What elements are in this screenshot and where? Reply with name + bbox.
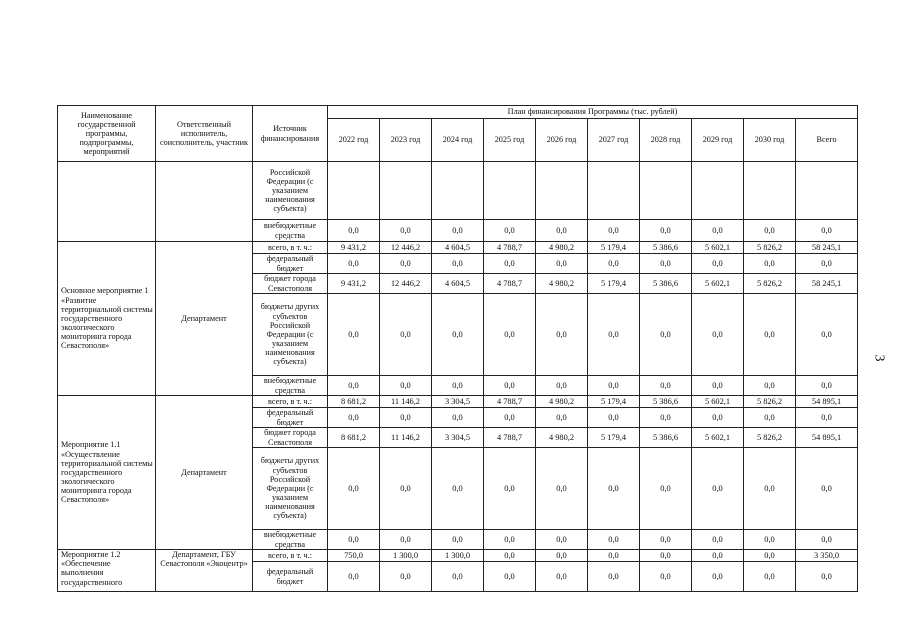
year-value-cell: 0,0 xyxy=(744,294,796,376)
header-name: Наименование государственной программы, подпрограммы, мероприятий xyxy=(58,106,156,162)
funding-source-cell: всего, в т. ч.: xyxy=(253,396,328,408)
funding-source-cell: бюджеты других субъектов Российской Федерации (с указанием наименования субъекта) xyxy=(253,448,328,530)
year-value-cell: 11 146,2 xyxy=(380,428,432,448)
funding-source-cell: федеральный бюджет xyxy=(253,254,328,274)
year-value-cell: 0,0 xyxy=(640,294,692,376)
financing-table xyxy=(57,105,858,592)
year-value-cell: 12 446,2 xyxy=(380,242,432,254)
year-value-cell: 0,0 xyxy=(640,562,692,592)
year-value-cell: 0,0 xyxy=(432,294,484,376)
year-value-cell xyxy=(744,162,796,220)
year-value-cell: 0,0 xyxy=(536,376,588,396)
year-value-cell: 0,0 xyxy=(640,530,692,550)
year-value-cell: 0,0 xyxy=(432,562,484,592)
year-value-cell: 0,0 xyxy=(744,376,796,396)
year-value-cell: 12 446,2 xyxy=(380,274,432,294)
table-row xyxy=(58,550,858,562)
program-name-cell: Основное мероприятие 1 «Развитие территориальной системы государственного экологического мониторинга города Севастополя» xyxy=(58,242,156,396)
funding-source-cell: бюджет города Севастополя xyxy=(253,428,328,448)
total-value-cell: 0,0 xyxy=(796,448,858,530)
year-value-cell: 0,0 xyxy=(744,408,796,428)
year-value-cell: 1 300,0 xyxy=(380,550,432,562)
year-value-cell: 0,0 xyxy=(536,448,588,530)
year-value-cell: 0,0 xyxy=(328,376,380,396)
year-value-cell: 0,0 xyxy=(692,408,744,428)
year-value-cell: 4 788,7 xyxy=(484,242,536,254)
year-value-cell: 5 602,1 xyxy=(692,242,744,254)
year-value-cell: 0,0 xyxy=(380,562,432,592)
header-responsible: Ответственный исполнитель, соисполнитель, участник xyxy=(156,106,253,162)
year-value-cell: 3 304,5 xyxy=(432,396,484,408)
header-year: 2028 год xyxy=(640,119,692,162)
year-value-cell: 0,0 xyxy=(536,254,588,274)
year-value-cell: 0,0 xyxy=(484,294,536,376)
funding-source-cell: всего, в т. ч.: xyxy=(253,550,328,562)
year-value-cell: 0,0 xyxy=(588,220,640,242)
total-value-cell: 0,0 xyxy=(796,408,858,428)
year-value-cell: 0,0 xyxy=(380,530,432,550)
year-value-cell xyxy=(692,162,744,220)
header-year: 2022 год xyxy=(328,119,380,162)
total-value-cell: 54 895,1 xyxy=(796,428,858,448)
year-value-cell: 0,0 xyxy=(484,530,536,550)
year-value-cell: 0,0 xyxy=(744,220,796,242)
year-value-cell: 1 300,0 xyxy=(432,550,484,562)
responsible-cell xyxy=(156,162,253,242)
header-year: 2025 год xyxy=(484,119,536,162)
year-value-cell: 5 386,6 xyxy=(640,274,692,294)
year-value-cell: 4 980,2 xyxy=(536,396,588,408)
funding-source-cell: бюджеты других субъектов Российской Федерации (с указанием наименования субъекта) xyxy=(253,294,328,376)
header-year: 2027 год xyxy=(588,119,640,162)
year-value-cell: 5 826,2 xyxy=(744,242,796,254)
year-value-cell xyxy=(380,162,432,220)
total-value-cell: 0,0 xyxy=(796,376,858,396)
year-value-cell: 0,0 xyxy=(328,254,380,274)
year-value-cell: 5 602,1 xyxy=(692,396,744,408)
year-value-cell: 0,0 xyxy=(744,254,796,274)
year-value-cell: 0,0 xyxy=(692,220,744,242)
year-value-cell: 0,0 xyxy=(484,562,536,592)
year-value-cell xyxy=(640,162,692,220)
funding-source-cell: внебюджетные средства xyxy=(253,376,328,396)
year-value-cell: 0,0 xyxy=(640,550,692,562)
total-value-cell: 3 350,0 xyxy=(796,550,858,562)
year-value-cell: 4 788,7 xyxy=(484,428,536,448)
header-year: 2024 год xyxy=(432,119,484,162)
funding-source-cell: федеральный бюджет xyxy=(253,408,328,428)
year-value-cell: 5 602,1 xyxy=(692,274,744,294)
total-value-cell: 0,0 xyxy=(796,254,858,274)
year-value-cell: 0,0 xyxy=(536,530,588,550)
program-name-cell: Мероприятие 1.1 «Осуществление территориальной системы государственного экологического мониторинга города Севастополя» xyxy=(58,396,156,550)
year-value-cell: 0,0 xyxy=(380,376,432,396)
year-value-cell: 750,0 xyxy=(328,550,380,562)
year-value-cell: 0,0 xyxy=(692,294,744,376)
total-value-cell: 58 245,1 xyxy=(796,274,858,294)
year-value-cell: 0,0 xyxy=(744,550,796,562)
year-value-cell: 5 386,6 xyxy=(640,396,692,408)
year-value-cell: 0,0 xyxy=(484,550,536,562)
year-value-cell: 0,0 xyxy=(380,448,432,530)
total-value-cell: 0,0 xyxy=(796,220,858,242)
year-value-cell xyxy=(588,162,640,220)
year-value-cell: 0,0 xyxy=(692,562,744,592)
total-value-cell: 58 245,1 xyxy=(796,242,858,254)
year-value-cell: 0,0 xyxy=(328,220,380,242)
year-value-cell: 4 980,2 xyxy=(536,242,588,254)
year-value-cell xyxy=(484,162,536,220)
year-value-cell: 0,0 xyxy=(380,408,432,428)
year-value-cell: 8 681,2 xyxy=(328,396,380,408)
year-value-cell: 0,0 xyxy=(484,448,536,530)
year-value-cell: 0,0 xyxy=(432,530,484,550)
year-value-cell: 0,0 xyxy=(328,562,380,592)
header-year: Всего xyxy=(796,119,858,162)
year-value-cell: 0,0 xyxy=(588,408,640,428)
year-value-cell: 0,0 xyxy=(484,376,536,396)
year-value-cell: 0,0 xyxy=(484,220,536,242)
year-value-cell: 0,0 xyxy=(536,562,588,592)
year-value-cell: 5 386,6 xyxy=(640,242,692,254)
total-value-cell xyxy=(796,162,858,220)
total-value-cell: 54 895,1 xyxy=(796,396,858,408)
year-value-cell: 0,0 xyxy=(588,550,640,562)
year-value-cell: 5 179,4 xyxy=(588,274,640,294)
year-value-cell: 3 304,5 xyxy=(432,428,484,448)
funding-source-cell: бюджет города Севастополя xyxy=(253,274,328,294)
year-value-cell xyxy=(432,162,484,220)
header-year: 2030 год xyxy=(744,119,796,162)
year-value-cell: 0,0 xyxy=(536,550,588,562)
year-value-cell: 0,0 xyxy=(432,220,484,242)
year-value-cell: 9 431,2 xyxy=(328,242,380,254)
year-value-cell: 0,0 xyxy=(536,220,588,242)
year-value-cell: 0,0 xyxy=(588,448,640,530)
total-value-cell: 0,0 xyxy=(796,530,858,550)
year-value-cell: 0,0 xyxy=(692,550,744,562)
year-value-cell: 0,0 xyxy=(536,408,588,428)
year-value-cell: 11 146,2 xyxy=(380,396,432,408)
table-row xyxy=(58,162,858,220)
year-value-cell: 0,0 xyxy=(692,376,744,396)
header-source: Источник финансирования xyxy=(253,106,328,162)
year-value-cell: 5 826,2 xyxy=(744,396,796,408)
total-value-cell: 0,0 xyxy=(796,294,858,376)
page-number: 3 xyxy=(871,354,887,362)
year-value-cell: 4 980,2 xyxy=(536,274,588,294)
program-name-cell xyxy=(58,162,156,242)
responsible-cell: Департамент xyxy=(156,396,253,550)
total-value-cell: 0,0 xyxy=(796,562,858,592)
year-value-cell: 0,0 xyxy=(744,448,796,530)
header-year: 2026 год xyxy=(536,119,588,162)
year-value-cell: 0,0 xyxy=(328,408,380,428)
year-value-cell: 0,0 xyxy=(432,448,484,530)
year-value-cell: 4 980,2 xyxy=(536,428,588,448)
year-value-cell: 0,0 xyxy=(640,376,692,396)
funding-source-cell: Российской Федерации (с указанием наименования субъекта) xyxy=(253,162,328,220)
year-value-cell: 0,0 xyxy=(484,408,536,428)
funding-source-cell: внебюджетные средства xyxy=(253,530,328,550)
year-value-cell: 4 788,7 xyxy=(484,274,536,294)
year-value-cell: 0,0 xyxy=(328,294,380,376)
year-value-cell xyxy=(536,162,588,220)
header-plan-title: План финансирования Программы (тыс. рублей) xyxy=(328,106,858,119)
year-value-cell: 0,0 xyxy=(536,294,588,376)
year-value-cell: 0,0 xyxy=(692,530,744,550)
year-value-cell: 0,0 xyxy=(380,254,432,274)
program-name-cell: Мероприятие 1.2 «Обеспечение выполнения государственного xyxy=(58,550,156,592)
year-value-cell: 5 179,4 xyxy=(588,242,640,254)
year-value-cell: 0,0 xyxy=(588,530,640,550)
year-value-cell: 0,0 xyxy=(588,562,640,592)
year-value-cell: 0,0 xyxy=(484,254,536,274)
table-row xyxy=(58,242,858,254)
year-value-cell: 0,0 xyxy=(640,220,692,242)
year-value-cell: 0,0 xyxy=(744,530,796,550)
year-value-cell: 0,0 xyxy=(432,376,484,396)
year-value-cell: 0,0 xyxy=(744,562,796,592)
year-value-cell: 0,0 xyxy=(328,448,380,530)
year-value-cell: 5 179,4 xyxy=(588,428,640,448)
responsible-cell: Департамент xyxy=(156,242,253,396)
year-value-cell: 4 788,7 xyxy=(484,396,536,408)
responsible-cell: Департамент, ГБУ Севастополя «Экоцентр» xyxy=(156,550,253,592)
year-value-cell: 0,0 xyxy=(692,254,744,274)
year-value-cell: 4 604,5 xyxy=(432,242,484,254)
year-value-cell: 0,0 xyxy=(640,448,692,530)
year-value-cell: 9 431,2 xyxy=(328,274,380,294)
year-value-cell: 5 179,4 xyxy=(588,396,640,408)
year-value-cell: 0,0 xyxy=(692,448,744,530)
header-year: 2023 год xyxy=(380,119,432,162)
year-value-cell xyxy=(328,162,380,220)
funding-source-cell: всего, в т. ч.: xyxy=(253,242,328,254)
year-value-cell: 5 386,6 xyxy=(640,428,692,448)
year-value-cell: 0,0 xyxy=(640,408,692,428)
year-value-cell: 4 604,5 xyxy=(432,274,484,294)
year-value-cell: 5 826,2 xyxy=(744,428,796,448)
year-value-cell: 0,0 xyxy=(432,408,484,428)
header-year: 2029 год xyxy=(692,119,744,162)
year-value-cell: 0,0 xyxy=(588,254,640,274)
year-value-cell: 8 681,2 xyxy=(328,428,380,448)
year-value-cell: 0,0 xyxy=(588,376,640,396)
funding-source-cell: федеральный бюджет xyxy=(253,562,328,592)
year-value-cell: 5 826,2 xyxy=(744,274,796,294)
year-value-cell: 5 602,1 xyxy=(692,428,744,448)
year-value-cell: 0,0 xyxy=(432,254,484,274)
year-value-cell: 0,0 xyxy=(380,220,432,242)
year-value-cell: 0,0 xyxy=(328,530,380,550)
table-row xyxy=(58,396,858,408)
year-value-cell: 0,0 xyxy=(588,294,640,376)
year-value-cell: 0,0 xyxy=(640,254,692,274)
year-value-cell: 0,0 xyxy=(380,294,432,376)
funding-source-cell: внебюджетные средства xyxy=(253,220,328,242)
